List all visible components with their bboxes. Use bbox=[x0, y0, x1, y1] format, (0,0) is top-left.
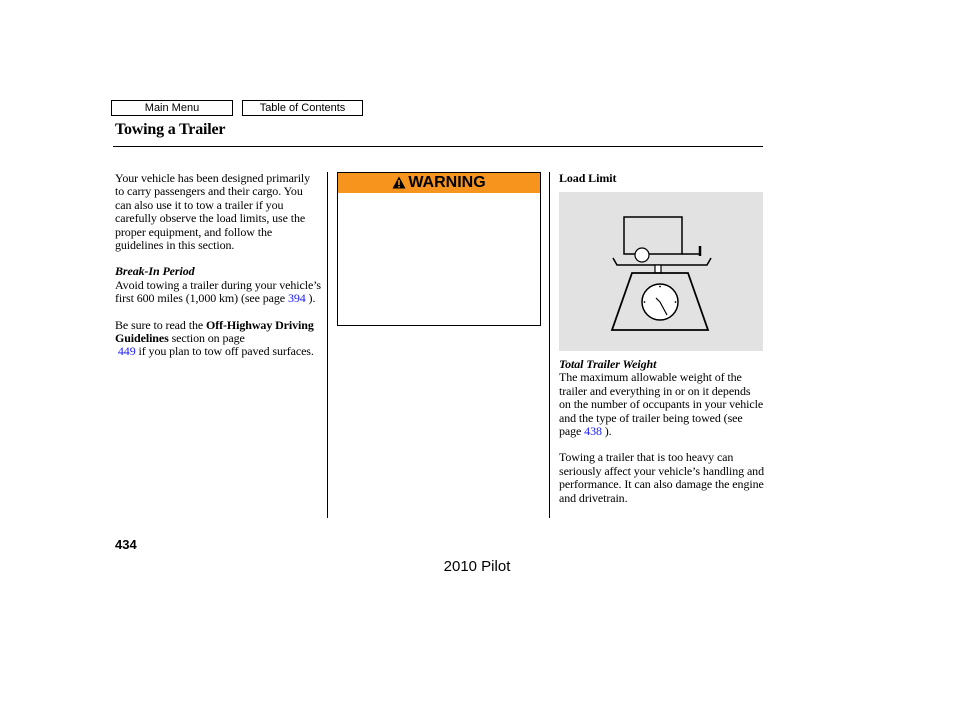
warning-label: WARNING bbox=[408, 174, 486, 191]
page-link-438[interactable]: 438 bbox=[584, 424, 602, 439]
page-number: 434 bbox=[115, 537, 137, 552]
column-divider-right bbox=[549, 172, 550, 518]
total-trailer-weight-paragraph: The maximum allowable weight of the trailer and everything in or on it depends on the number of occupants in your vehicle and the type of trailer being towed (see page 438 ). bbox=[559, 370, 764, 439]
right-column-top bbox=[559, 172, 765, 185]
page-title: Towing a Trailer bbox=[115, 121, 226, 138]
intro-paragraph: Your vehicle has been designed primarily to carry passengers and their cargo. You can also use it to tow a trailer if you carefully observe the load limits, use the proper equipment, and follow the guidelines in this section. bbox=[115, 171, 311, 253]
left-column bbox=[115, 172, 321, 359]
title-rule bbox=[113, 146, 763, 147]
load-limit-heading: Load Limit bbox=[559, 171, 617, 185]
break-in-paragraph: Avoid towing a trailer during your vehicle’s first 600 miles (1,000 km) (see page 394 ). bbox=[115, 277, 321, 306]
page-link-449[interactable]: 449 bbox=[117, 344, 136, 359]
table-of-contents-button[interactable]: Table of Contents bbox=[242, 100, 363, 116]
warning-triangle-icon bbox=[392, 176, 406, 189]
main-menu-button[interactable]: Main Menu bbox=[111, 100, 233, 116]
break-in-heading: Break-In Period bbox=[115, 264, 195, 279]
warning-header bbox=[338, 173, 540, 193]
footer-model: 2010 Pilot bbox=[443, 558, 511, 575]
page-link-394[interactable]: 394 bbox=[287, 291, 306, 306]
right-column-bottom bbox=[559, 358, 765, 505]
offroad-paragraph: Be sure to read the Off-Highway Driving Guidelines section on page 449 if you plan to tow off paved surfaces. bbox=[115, 317, 314, 359]
column-divider-left bbox=[327, 172, 328, 518]
warning-box bbox=[337, 172, 541, 326]
trailer-weight-scale-illustration bbox=[559, 192, 763, 351]
total-trailer-weight-heading: Total Trailer Weight bbox=[559, 357, 657, 371]
heavy-trailer-paragraph: Towing a trailer that is too heavy can seriously affect your vehicle’s handling and performance. It can also damage the engine and drivetrain. bbox=[559, 450, 764, 505]
